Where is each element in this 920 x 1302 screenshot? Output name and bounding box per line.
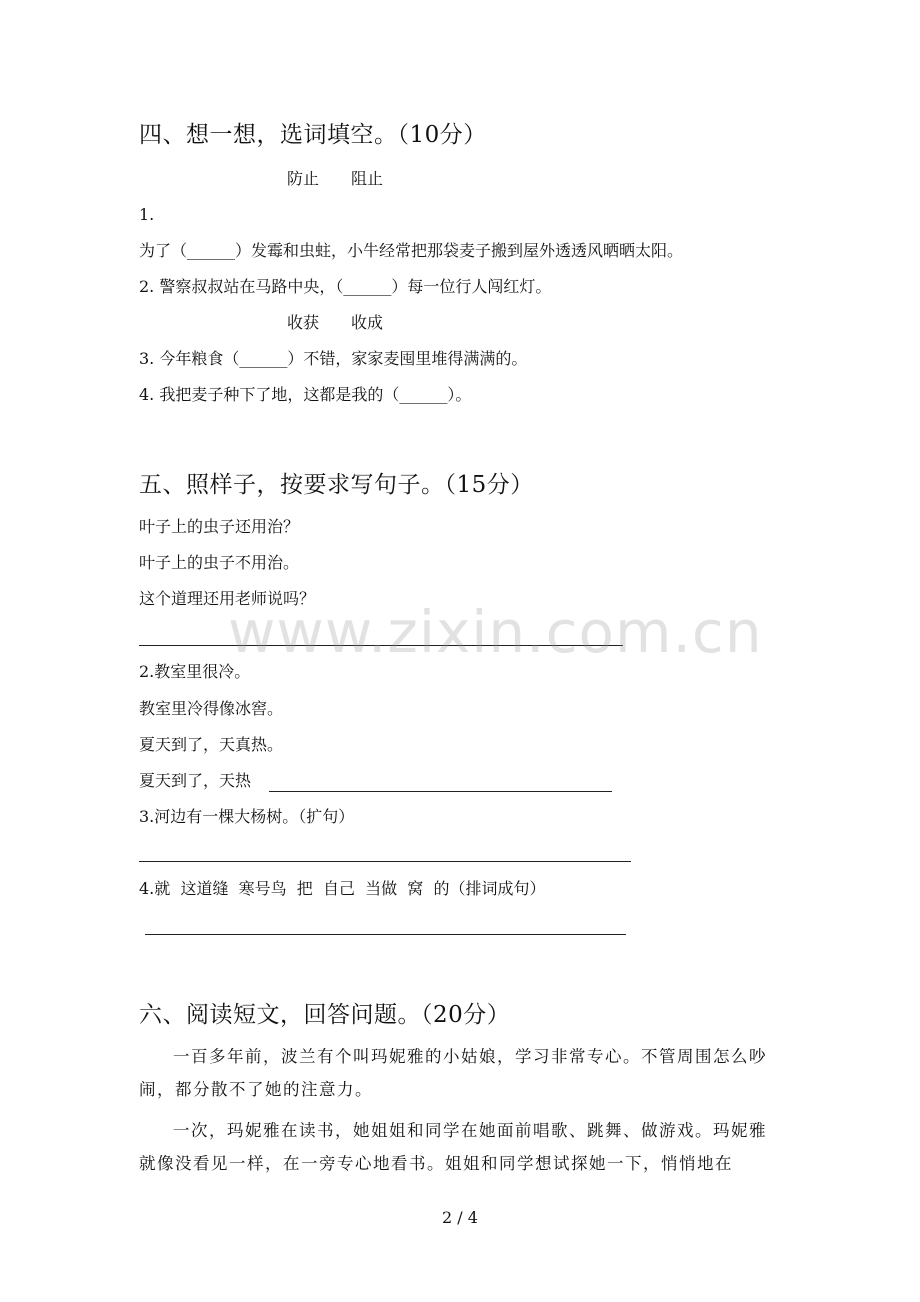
passage-paragraph-1: 一百多年前，波兰有个叫玛妮雅的小姑娘，学习非常专心。不管周围怎么吵闹，都分散不了她的注意力。 xyxy=(139,1047,767,1099)
answer-line-3[interactable] xyxy=(139,861,631,862)
exercise-4-prompt: 4.就 这道缝 寒号鸟 把 自己 当做 窝 的（排词成句） xyxy=(139,879,546,898)
exercise-3-prompt: 3.河边有一棵大杨树。（扩句） xyxy=(139,807,355,826)
exercise-sentence-2: 夏天到了，天真热。 xyxy=(139,735,284,754)
question-1-number: 1. xyxy=(139,205,155,224)
answer-line-4[interactable] xyxy=(145,934,626,935)
example-answer-2: 教室里冷得像冰窖。 xyxy=(139,699,284,718)
question-2: 2. 警察叔叔站在马路中央，（______）每一位行人闯红灯。 xyxy=(139,277,552,296)
exercise-sentence-1: 这个道理还用老师说吗？ xyxy=(139,589,316,608)
question-4: 4. 我把麦子种下了地，这都是我的（______）。 xyxy=(139,385,472,404)
exercise-2-prompt: 2.教室里很冷。 xyxy=(139,662,251,681)
section-6-title: 六、阅读短文，回答问题。（20分） xyxy=(139,1002,511,1028)
exercise-answer-2: 夏天到了，天热 xyxy=(139,771,252,790)
watermark: www.zixin.com.cn xyxy=(228,598,763,666)
question-1: 为了（______）发霉和虫蛀，小牛经常把那袋麦子搬到屋外透透风晒晒太阳。 xyxy=(139,241,684,260)
answer-line-2[interactable] xyxy=(269,791,612,792)
passage-paragraph-2: 一次，玛妮雅在读书，她姐姐和同学在她面前唱歌、跳舞、做游戏。玛妮雅就像没看见一样，在一旁专心地看书。姐姐和同学想试探她一下，悄悄地在 xyxy=(139,1121,767,1173)
page-number: 2 / 4 xyxy=(442,1208,478,1227)
section-4-title: 四、想一想，选词填空。（10分） xyxy=(139,122,487,148)
example-sentence-1: 叶子上的虫子还用治？ xyxy=(139,517,300,536)
question-3: 3. 今年粮食（______）不错，家家麦囤里堆得满满的。 xyxy=(139,349,528,368)
word-options-2: 收获 收成 xyxy=(287,313,384,332)
word-options-1: 防止 阻止 xyxy=(287,169,384,188)
example-answer-1: 叶子上的虫子不用治。 xyxy=(139,553,300,572)
section-5-title: 五、照样子，按要求写句子。（15分） xyxy=(139,472,534,498)
